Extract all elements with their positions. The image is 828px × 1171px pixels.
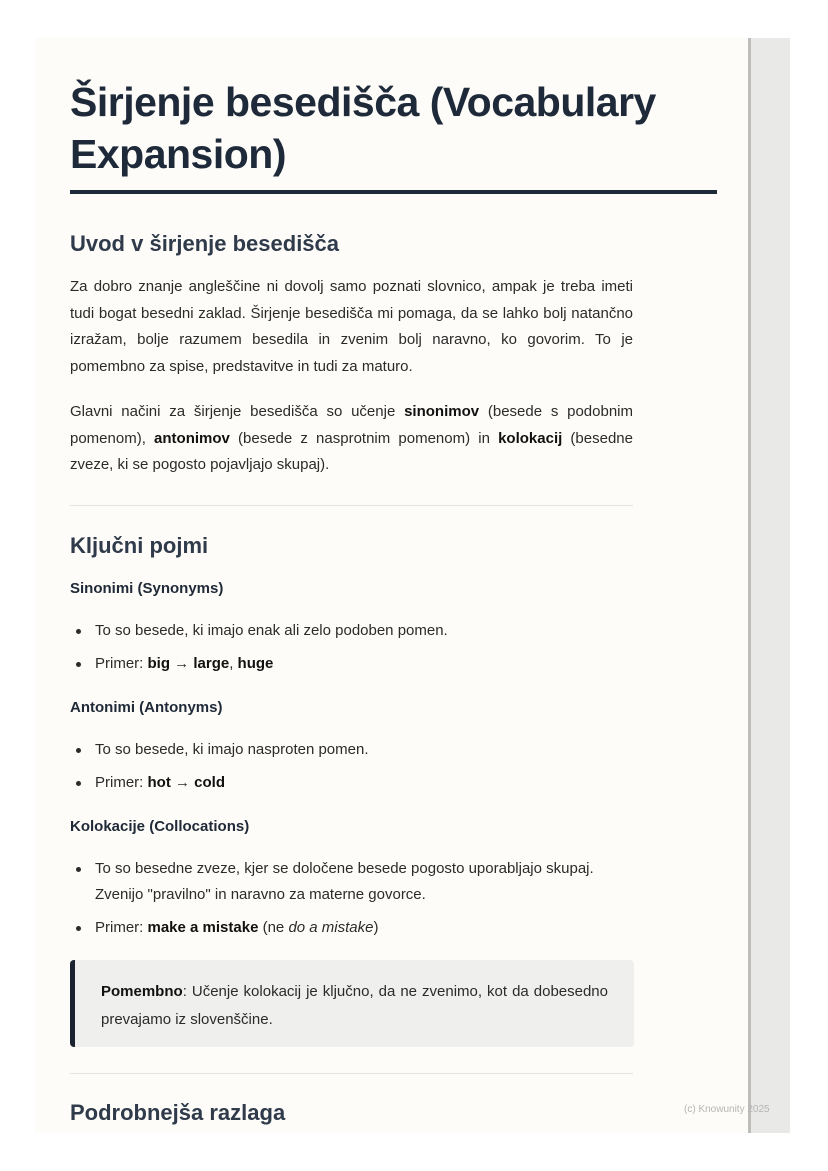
page-title: Širjenje besedišča (Vocabulary Expansion) (70, 79, 656, 177)
important-callout (70, 960, 634, 1047)
section-divider (70, 1073, 633, 1074)
list-item: To so besedne zveze, kjer se določene besede pogosto uporabljajo skupaj. Zvenijo "pravilno" in naravno za materne govorce. (70, 856, 633, 908)
subheading-antonyms: Antonimi (Antonyms) (70, 699, 223, 716)
text: big (147, 655, 170, 672)
text: Primer: (95, 655, 148, 672)
list-item: To so besede, ki imajo enak ali zelo podoben pomen. (70, 618, 633, 644)
text: cold (194, 774, 226, 791)
text: hot (147, 774, 171, 791)
text: Primer: (95, 774, 148, 791)
callout-label: Pomembno (101, 983, 183, 1000)
text: make a mistake (147, 919, 259, 936)
text: (ne (258, 919, 289, 936)
copyright-footer: (c) Knowunity 2025 (684, 1104, 770, 1115)
list-item: To so besede, ki imajo nasproten pomen. (70, 737, 633, 763)
text: large (193, 655, 230, 672)
list-item (70, 915, 633, 941)
section-heading-key: Ključni pojmi (70, 533, 209, 558)
title-divider (70, 190, 717, 194)
section-divider (70, 505, 633, 506)
text: (besede z nasprotnim pomenom) in (229, 429, 499, 447)
subheading-synonyms: Sinonimi (Synonyms) (70, 580, 224, 597)
text: (besedne zveze, ki se pogosto pojavljajo skupaj). (70, 429, 633, 473)
text: (besede s podobnim pomenom), (70, 403, 633, 447)
term-collocations: kolokacij (498, 429, 563, 447)
text: huge (237, 655, 274, 672)
text: Primer: (95, 919, 148, 936)
text: do a mistake (288, 919, 374, 936)
arrow-icon: → (170, 655, 194, 672)
callout-text: : Učenje kolokacij je ključno, da ne zvenimo, kot da dobesedno prevajamo iz slovenščine. (101, 983, 608, 1028)
subheading-collocations: Kolokacije (Collocations) (70, 818, 250, 835)
term-synonyms: sinonimov (404, 403, 480, 420)
text: ) (373, 919, 379, 936)
arrow-icon: → (170, 774, 195, 791)
intro-paragraph-2 (70, 399, 633, 479)
antonyms-list (70, 737, 633, 803)
text: Glavni načini za širjenje besedišča so učenje (70, 403, 405, 420)
text: , (229, 655, 238, 672)
list-item (70, 770, 633, 796)
page-edge (748, 38, 790, 1133)
section-heading-intro: Uvod v širjenje besedišča (70, 231, 340, 256)
section-heading-detail: Podrobnejša razlaga (70, 1100, 286, 1125)
synonyms-list (70, 618, 633, 684)
list-item (70, 651, 633, 677)
intro-paragraph-1: Za dobro znanje angleščine ni dovolj samo poznati slovnico, ampak je treba imeti tudi bogat besedni zaklad. Širjenje besedišča mi pomaga, da se lahko bolj natančno izražam, bolje razumem besedila in zvenim bolj naravno, ko govorim. To je pomembno za spise, predstavitve in tudi za maturo. (70, 278, 633, 375)
term-antonyms: antonimov (154, 429, 230, 447)
collocations-list (70, 856, 633, 948)
